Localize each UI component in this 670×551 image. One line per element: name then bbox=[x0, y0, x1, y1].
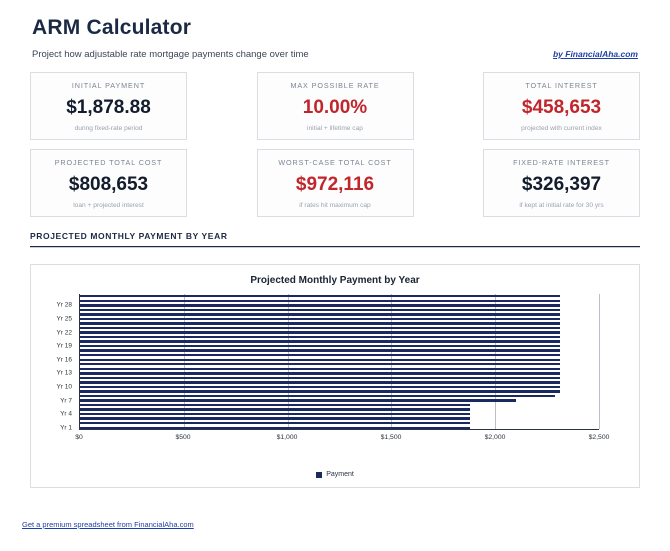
y-tick-label: Yr 28 bbox=[56, 301, 72, 309]
chart-bar bbox=[80, 327, 560, 329]
chart-legend bbox=[31, 471, 639, 478]
page-subtitle: Project how adjustable rate mortgage payments change over time bbox=[32, 49, 309, 60]
x-axis-labels bbox=[75, 432, 610, 444]
page-title: ARM Calculator bbox=[32, 16, 192, 39]
chart-bar bbox=[80, 304, 560, 306]
chart-bar bbox=[80, 322, 560, 324]
chart-bar bbox=[80, 399, 516, 401]
summary-cards bbox=[30, 72, 640, 217]
card-note: if kept at initial rate for 30 yrs bbox=[519, 201, 604, 209]
chart-bar bbox=[80, 404, 470, 406]
card-value: $808,653 bbox=[68, 173, 149, 195]
chart-bar bbox=[80, 331, 560, 333]
chart-bar bbox=[80, 422, 470, 424]
summary-card bbox=[257, 72, 414, 140]
summary-card bbox=[30, 72, 187, 140]
card-value: 10.00% bbox=[302, 96, 368, 118]
section-heading: PROJECTED MONTHLY PAYMENT BY YEAR bbox=[30, 231, 640, 247]
x-tick-label: $2,000 bbox=[484, 434, 506, 441]
card-note: initial + lifetime cap bbox=[307, 124, 363, 132]
premium-spreadsheet-link[interactable]: Get a premium spreadsheet from FinancialAha.com bbox=[22, 520, 194, 529]
chart-bar bbox=[80, 313, 560, 315]
card-note: projected with current index bbox=[521, 124, 602, 132]
card-label: TOTAL INTEREST bbox=[525, 80, 598, 90]
chart-bar bbox=[80, 377, 560, 379]
card-value: $972,116 bbox=[295, 173, 375, 195]
y-tick-label: Yr 22 bbox=[56, 329, 72, 337]
card-label: WORST-CASE TOTAL COST bbox=[278, 157, 392, 167]
credit-link[interactable]: by FinancialAha.com bbox=[552, 49, 638, 59]
chart-panel bbox=[30, 264, 640, 488]
chart-bar bbox=[80, 372, 560, 374]
y-axis-labels bbox=[45, 294, 75, 430]
chart-bar bbox=[80, 300, 560, 302]
card-label: MAX POSSIBLE RATE bbox=[290, 80, 380, 90]
chart-bar bbox=[80, 390, 560, 392]
y-tick-label: Yr 7 bbox=[60, 397, 72, 405]
y-tick-label: Yr 25 bbox=[56, 315, 72, 323]
summary-card bbox=[257, 149, 414, 217]
card-value: $458,653 bbox=[521, 96, 602, 118]
card-value: $1,878.88 bbox=[66, 96, 151, 118]
grid-line bbox=[599, 294, 600, 429]
chart-bar bbox=[80, 417, 470, 419]
y-tick-label: Yr 19 bbox=[56, 342, 72, 350]
chart-bar bbox=[80, 309, 560, 311]
y-tick-label: Yr 1 bbox=[60, 424, 72, 432]
x-tick-label: $500 bbox=[175, 434, 191, 441]
header-subrow bbox=[32, 49, 638, 60]
x-tick-label: $1,500 bbox=[380, 434, 402, 441]
chart-bar bbox=[80, 408, 470, 410]
card-label: FIXED-RATE INTEREST bbox=[513, 157, 610, 167]
arm-calculator-page bbox=[0, 16, 670, 551]
chart-bar bbox=[80, 381, 560, 383]
chart-bar bbox=[80, 427, 470, 429]
chart-bar bbox=[80, 368, 560, 370]
chart-bar bbox=[80, 395, 555, 397]
x-tick-label: $1,000 bbox=[276, 434, 298, 441]
plot-area bbox=[79, 294, 599, 430]
chart-title: Projected Monthly Payment by Year bbox=[250, 275, 420, 286]
chart-bar bbox=[80, 295, 560, 297]
y-tick-label: Yr 13 bbox=[56, 369, 72, 377]
plot-wrap bbox=[45, 294, 610, 441]
card-label: PROJECTED TOTAL COST bbox=[54, 157, 163, 167]
legend-swatch-icon bbox=[316, 472, 322, 478]
y-tick-label: Yr 16 bbox=[56, 356, 72, 364]
y-tick-label: Yr 10 bbox=[56, 383, 72, 391]
chart-bar bbox=[80, 359, 560, 361]
section-divider bbox=[30, 247, 640, 248]
chart-bar bbox=[80, 340, 560, 342]
chart-bar bbox=[80, 349, 560, 351]
chart-bar bbox=[80, 318, 560, 320]
legend-label: Payment bbox=[326, 471, 354, 478]
card-note: loan + projected interest bbox=[73, 201, 144, 209]
x-tick-label: $2,500 bbox=[588, 434, 610, 441]
card-label: INITIAL PAYMENT bbox=[71, 80, 146, 90]
chart-bar bbox=[80, 386, 560, 388]
summary-cards-row-1 bbox=[30, 72, 640, 140]
chart-bar bbox=[80, 354, 560, 356]
card-note: during fixed-rate period bbox=[74, 124, 143, 132]
card-value: $326,397 bbox=[521, 173, 602, 195]
summary-card bbox=[30, 149, 187, 217]
chart-bar bbox=[80, 336, 560, 338]
chart-bar bbox=[80, 413, 470, 415]
card-note: if rates hit maximum cap bbox=[299, 201, 371, 209]
summary-card bbox=[483, 72, 640, 140]
chart-bar bbox=[80, 345, 560, 347]
summary-card bbox=[483, 149, 640, 217]
chart-bar bbox=[80, 363, 560, 365]
y-tick-label: Yr 4 bbox=[60, 410, 72, 418]
x-tick-label: $0 bbox=[75, 434, 83, 441]
summary-cards-row-2 bbox=[30, 149, 640, 217]
